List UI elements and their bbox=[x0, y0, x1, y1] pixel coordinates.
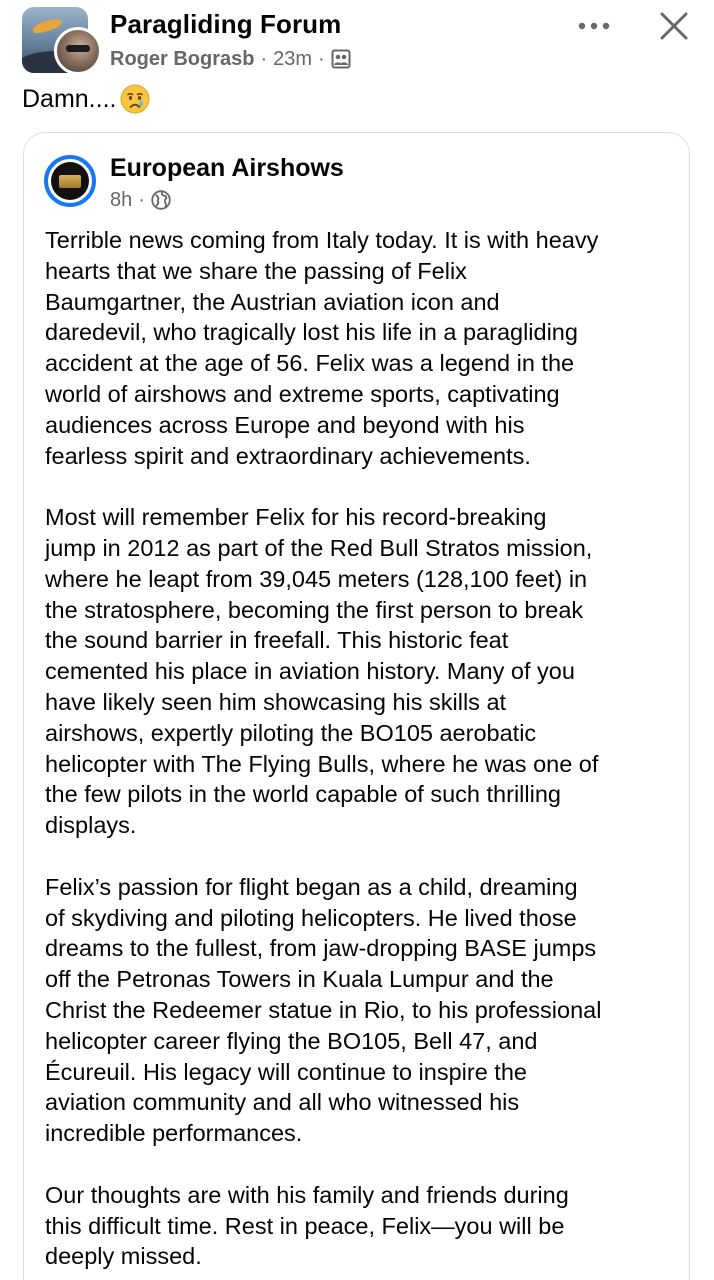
paragraph-line: Most will remember Felix for his record-breaking bbox=[45, 504, 547, 531]
paragraph-line: audiences across Europe and beyond with his bbox=[45, 411, 525, 438]
shared-post-paragraph bbox=[45, 225, 675, 471]
page-logo bbox=[51, 162, 89, 200]
paragraph-line: jump in 2012 as part of the Red Bull Stratos mission, bbox=[45, 534, 593, 561]
shared-page-name[interactable]: European Airshows bbox=[110, 154, 344, 182]
paraglider-wing bbox=[31, 17, 63, 36]
paragraph-line: the sound barrier in freefall. This historic feat bbox=[45, 627, 509, 654]
meta-separator: · bbox=[318, 47, 325, 70]
paragraph-line: daredevil, who tragically lost his life in a paragliding bbox=[45, 319, 578, 346]
more-options-button[interactable] bbox=[574, 10, 614, 42]
shared-post-paragraph bbox=[45, 872, 675, 1149]
shared-post-paragraph bbox=[45, 502, 675, 841]
paragraph-line: aviation community and all who witnessed his bbox=[45, 1089, 520, 1116]
paragraph-line: Felix’s passion for flight began as a child, dreaming bbox=[45, 873, 578, 900]
sunglasses bbox=[66, 45, 90, 52]
paragraph-line: have likely seen him showcasing his skills at bbox=[45, 688, 507, 715]
paragraph-line: hearts that we share the passing of Felix bbox=[45, 257, 467, 284]
group-name[interactable]: Paragliding Forum bbox=[110, 9, 342, 39]
shared-post-body bbox=[45, 225, 675, 1280]
paragraph-line: this difficult time. Rest in peace, Felix—you will be bbox=[45, 1212, 565, 1239]
paragraph-line: Baumgartner, the Austrian aviation icon and bbox=[45, 288, 500, 315]
shared-post-time[interactable]: 8h bbox=[110, 188, 133, 211]
shared-post-card[interactable] bbox=[23, 132, 690, 1280]
page-logo-badge bbox=[59, 175, 81, 188]
paragraph-line: world of airshows and extreme sports, captivating bbox=[45, 380, 560, 407]
globe-icon bbox=[151, 190, 171, 210]
paragraph-line: helicopter with The Flying Bulls, where he was one of bbox=[45, 750, 599, 777]
paragraph-line: accident at the age of 56. Felix was a legend in the bbox=[45, 350, 575, 377]
paragraph-line: Écureuil. His legacy will continue to inspire the bbox=[45, 1058, 527, 1085]
paragraph-line: Christ the Redeemer statue in Rio, to his professional bbox=[45, 996, 602, 1023]
post-header bbox=[0, 0, 714, 86]
shared-post-paragraph bbox=[45, 1180, 675, 1272]
paragraph-line: cemented his place in aviation history. Many of you bbox=[45, 658, 575, 685]
author-name[interactable]: Roger Bograsb bbox=[110, 47, 255, 70]
paragraph-line: off the Petronas Towers in Kuala Lumpur and the bbox=[45, 966, 554, 993]
post-meta bbox=[110, 46, 351, 72]
paragraph-line: deeply missed. bbox=[45, 1243, 202, 1270]
paragraph-line: helicopter career flying the BO105, Bell 47, and bbox=[45, 1027, 538, 1054]
meta-separator: · bbox=[260, 47, 268, 70]
meta-separator: · bbox=[138, 188, 145, 211]
close-icon bbox=[660, 12, 688, 40]
paragraph-line: where he leapt from 39,045 meters (128,100 feet) in bbox=[45, 565, 588, 592]
paragraph-line: displays. bbox=[45, 812, 137, 839]
post-message-text: Damn.... bbox=[22, 84, 117, 113]
paragraph-line: of skydiving and piloting helicopters. He lived those bbox=[45, 904, 577, 931]
post-message bbox=[22, 84, 150, 114]
paragraph-line: Our thoughts are with his family and friends during bbox=[45, 1181, 569, 1208]
page-avatar[interactable] bbox=[44, 155, 96, 207]
paragraph-line: the few pilots in the world capable of such thrilling bbox=[45, 781, 561, 808]
shared-post-meta bbox=[110, 188, 171, 212]
group-avatar-stack[interactable] bbox=[22, 7, 98, 73]
paragraph-line: fearless spirit and extraordinary achievements. bbox=[45, 442, 531, 469]
paragraph-line: dreams to the fullest, from jaw-dropping BASE jumps bbox=[45, 935, 597, 962]
paragraph-line: incredible performances. bbox=[45, 1120, 303, 1147]
paragraph-line: airshows, expertly piloting the BO105 aerobatic bbox=[45, 719, 537, 746]
group-members-icon bbox=[331, 49, 351, 69]
paragraph-line: Terrible news coming from Italy today. It is with heavy bbox=[45, 227, 599, 253]
close-button[interactable] bbox=[652, 6, 696, 46]
author-avatar[interactable] bbox=[54, 27, 102, 75]
more-dots-icon bbox=[578, 22, 610, 30]
paragraph-line: the stratosphere, becoming the first person to break bbox=[45, 596, 584, 623]
post-time[interactable]: 23m bbox=[273, 47, 313, 70]
crying-face-icon bbox=[120, 84, 150, 114]
